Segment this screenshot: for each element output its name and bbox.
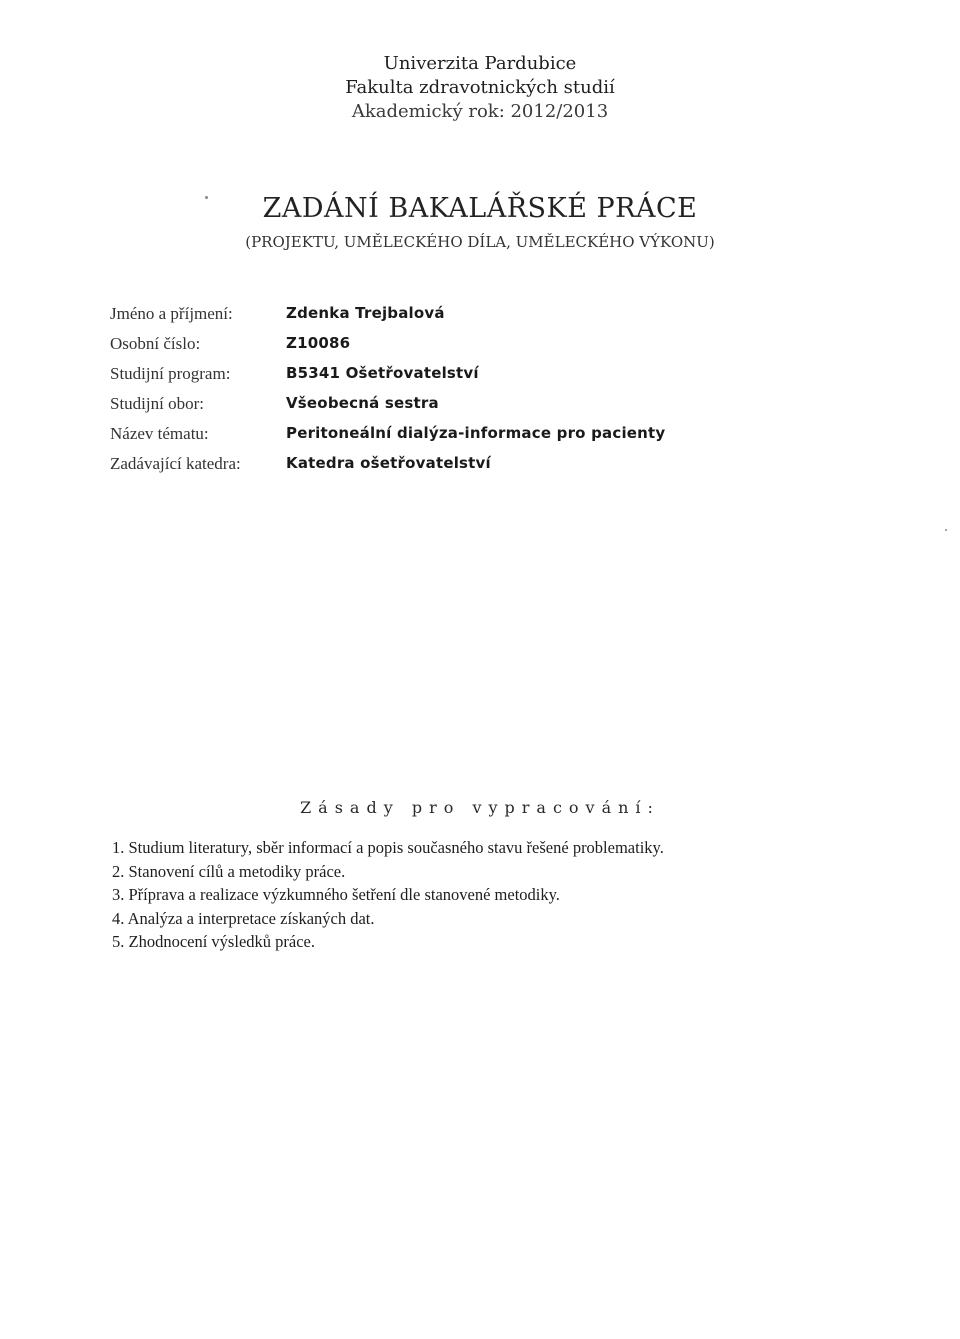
page-subtitle: (PROJEKTU, UMĚLECKÉHO DÍLA, UMĚLECKÉHO VÝKONU) bbox=[245, 233, 715, 251]
info-row-name bbox=[110, 304, 830, 334]
info-value: Zdenka Trejbalová bbox=[286, 304, 445, 322]
scan-speck bbox=[945, 529, 947, 531]
info-label: Jméno a příjmení: bbox=[110, 304, 233, 323]
page-title: ZADÁNÍ BAKALÁŘSKÉ PRÁCE bbox=[262, 193, 698, 224]
info-value: B5341 Ošetřovatelství bbox=[286, 364, 479, 382]
info-label: Studijní program: bbox=[110, 364, 231, 383]
scan-speck bbox=[205, 196, 208, 199]
faculty-name: Fakulta zdravotnických studií bbox=[345, 77, 615, 98]
info-row-personal-number bbox=[110, 334, 830, 364]
title-block bbox=[0, 192, 960, 252]
info-label: Zadávající katedra: bbox=[110, 454, 241, 473]
list-item: 2. Stanovení cílů a metodiky práce. bbox=[112, 861, 346, 881]
info-row-study-program bbox=[110, 364, 830, 394]
info-row-study-field bbox=[110, 394, 830, 424]
info-row-department bbox=[110, 454, 830, 484]
academic-year: Akademický rok: 2012/2013 bbox=[351, 101, 609, 122]
rules-list bbox=[112, 836, 872, 954]
document-header bbox=[0, 52, 960, 124]
list-item: 5. Zhodnocení výsledků práce. bbox=[112, 932, 315, 951]
list-item: 3. Příprava a realizace výzkumného šetření dle stanovené metodiky. bbox=[112, 885, 560, 904]
list-item: 1. Studium literatury, sběr informací a popis současného stavu řešené problematiky. bbox=[112, 838, 664, 857]
info-value: Katedra ošetřovatelství bbox=[286, 454, 491, 472]
info-label: Název tématu: bbox=[110, 424, 209, 443]
info-row-topic bbox=[110, 424, 830, 454]
university-name: Univerzita Pardubice bbox=[383, 53, 577, 74]
info-label: Studijní obor: bbox=[110, 394, 204, 413]
list-item: 4. Analýza a interpretace získaných dat. bbox=[112, 908, 375, 928]
rules-heading: Zásady pro vypracování: bbox=[300, 798, 660, 817]
info-value: Všeobecná sestra bbox=[286, 394, 439, 412]
info-value: Peritoneální dialýza-informace pro pacienty bbox=[286, 424, 666, 442]
info-label: Osobní číslo: bbox=[110, 334, 201, 353]
info-value: Z10086 bbox=[286, 334, 351, 352]
student-info-table bbox=[110, 304, 830, 484]
